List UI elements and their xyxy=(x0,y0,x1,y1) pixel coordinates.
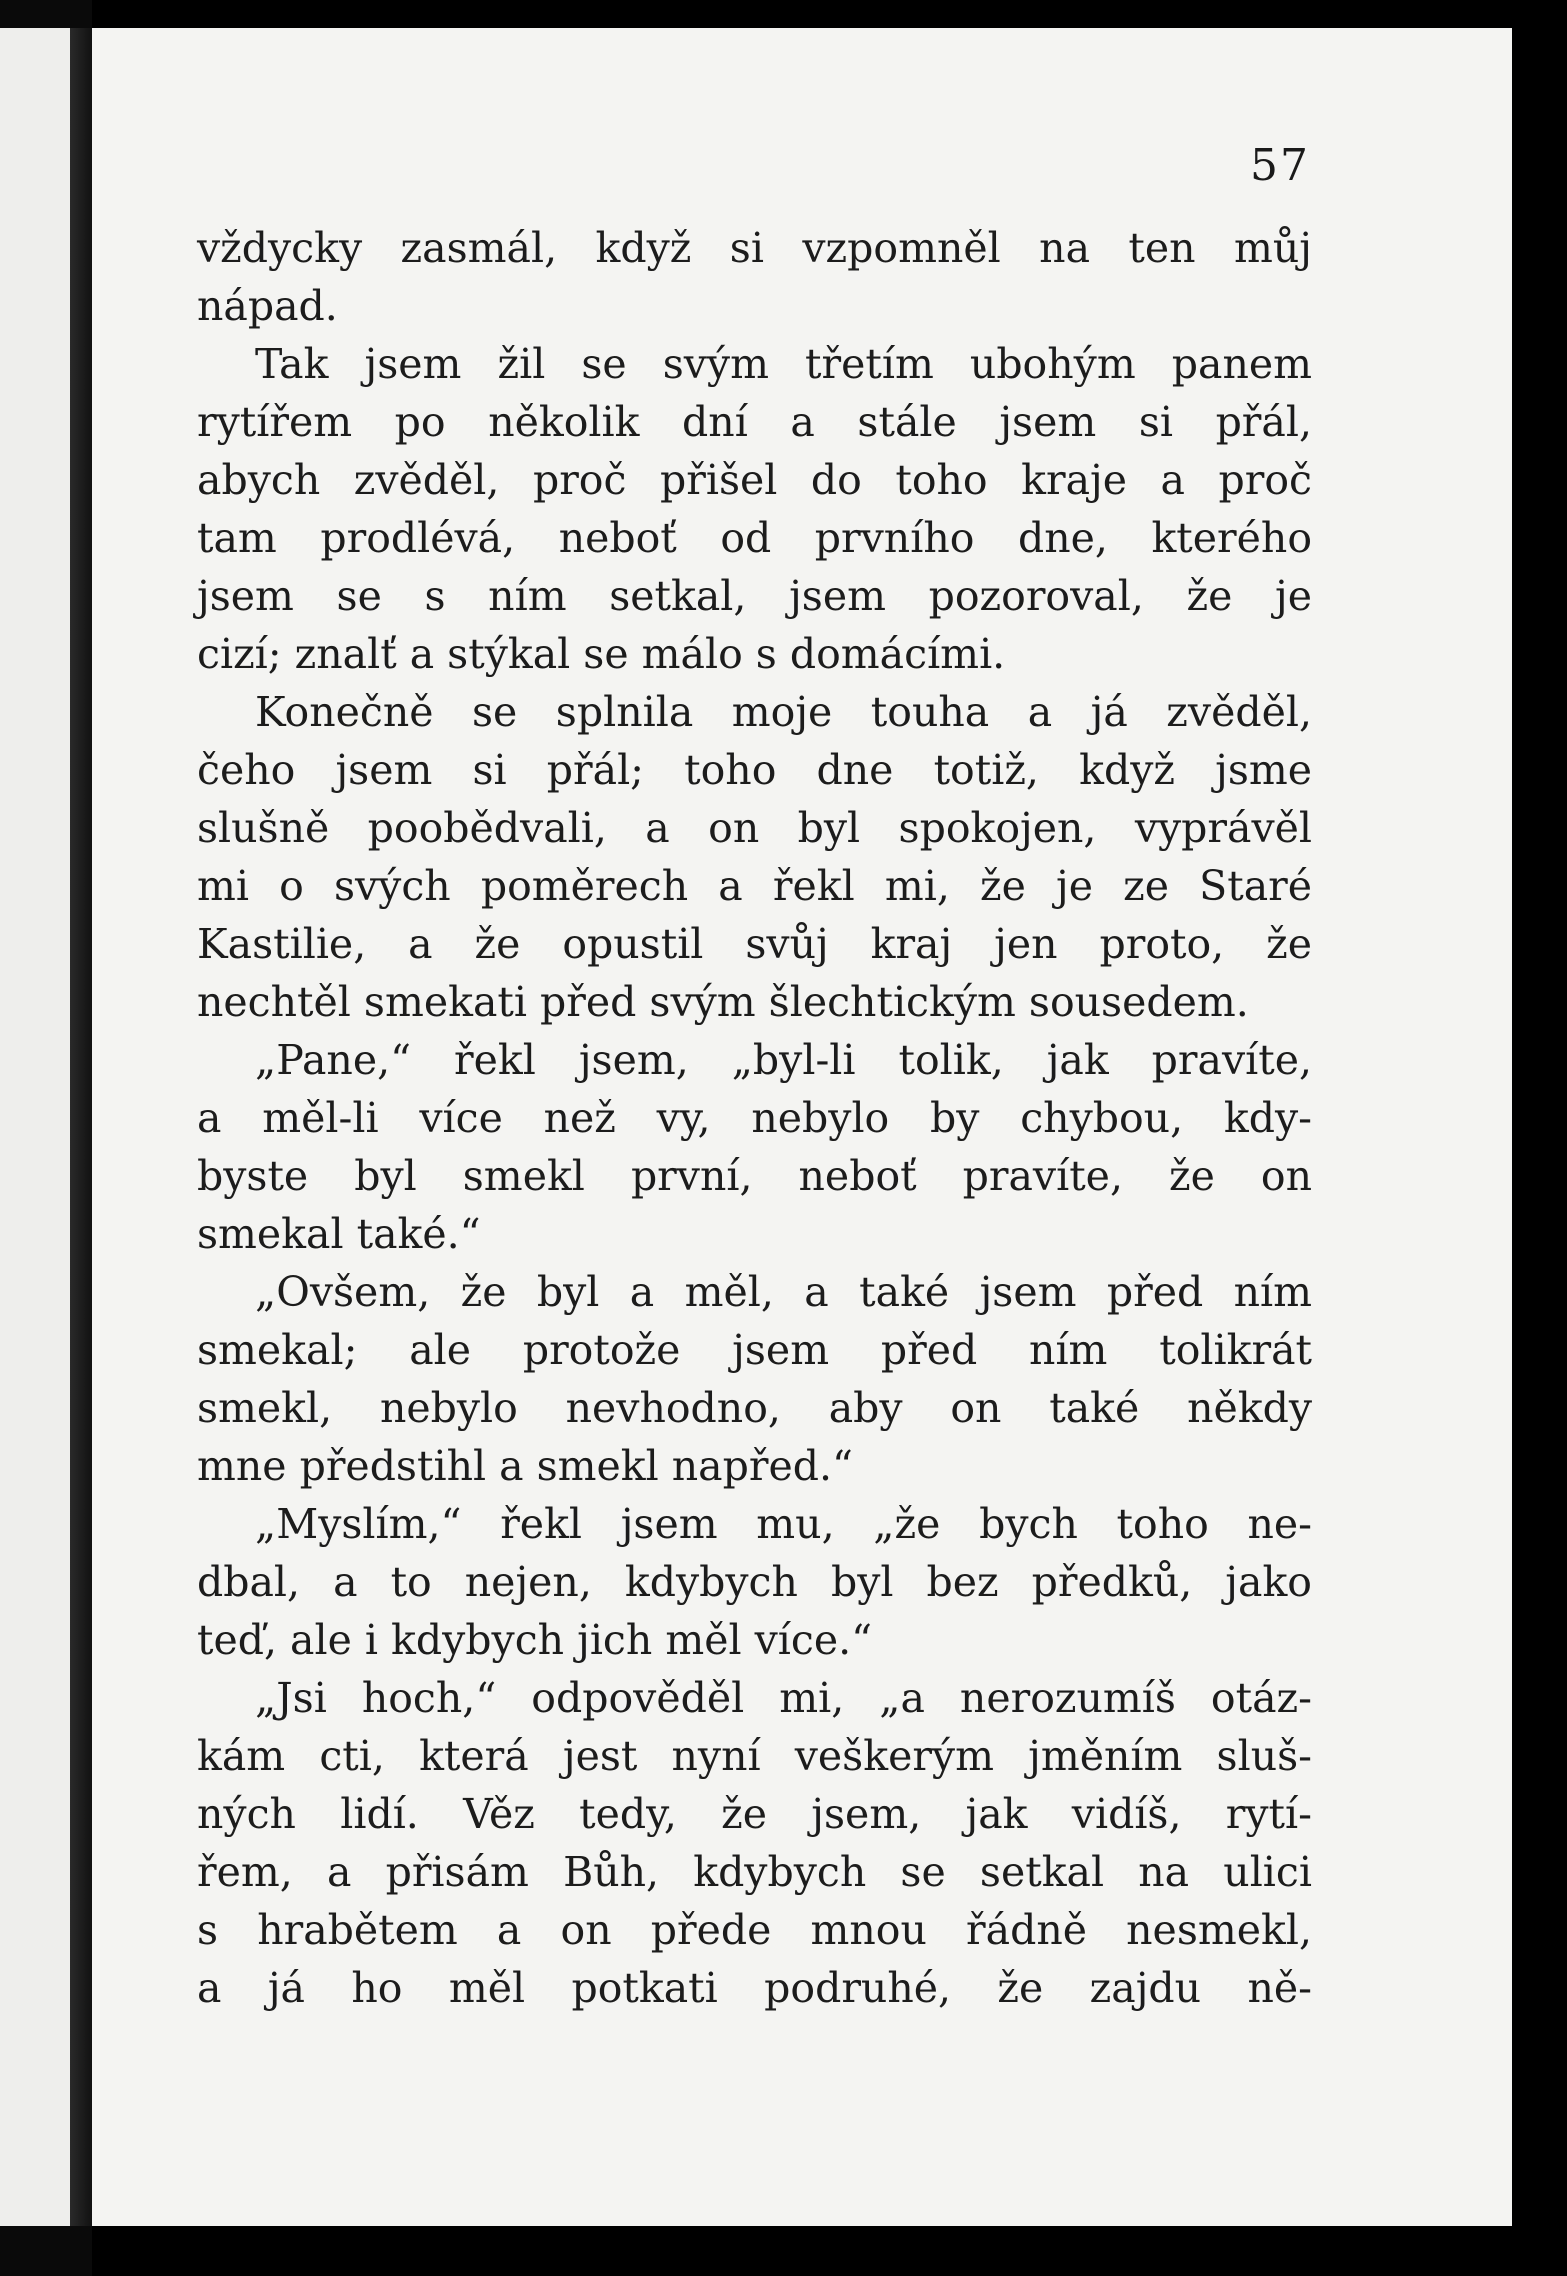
text-line: Tak jsem žil se svým třetím ubohým panem xyxy=(255,340,1312,388)
text-line: abych zvěděl, proč přišel do toho kraje a proč xyxy=(197,456,1312,504)
text-line: řem, a přisám Bůh, kdybych se setkal na ulici xyxy=(197,1848,1312,1896)
text-line: smekal také.“ xyxy=(197,1210,481,1258)
text-line: dbal, a to nejen, kdybych byl bez předků, jako xyxy=(197,1558,1312,1606)
text-line: cizí; znalť a stýkal se málo s domácími. xyxy=(197,630,1006,678)
text-line: Kastilie, a že opustil svůj kraj jen proto, že xyxy=(197,920,1312,968)
body-text xyxy=(197,219,1312,2017)
text-line: a já ho měl potkati podruhé, že zajdu ně- xyxy=(197,1964,1312,2012)
text-line: „Myslím,“ řekl jsem mu, „že bych toho ne- xyxy=(255,1500,1312,1548)
text-line: kám cti, která jest nyní veškerým jměním sluš- xyxy=(197,1732,1312,1780)
text-line: „Pane,“ řekl jsem, „byl-li tolik, jak pravíte, xyxy=(255,1036,1312,1084)
text-line: slušně poobědvali, a on byl spokojen, vyprávěl xyxy=(197,804,1312,852)
facing-page-margin xyxy=(0,28,70,2226)
text-line: byste byl smekl první, neboť pravíte, že on xyxy=(197,1152,1312,1200)
book-gutter xyxy=(70,28,92,2226)
text-line: nechtěl smekati před svým šlechtickým sousedem. xyxy=(197,978,1249,1026)
scan-border-right xyxy=(1512,0,1567,2276)
text-line: a měl-li více než vy, nebylo by chybou, kdy- xyxy=(197,1094,1312,1142)
text-line: nápad. xyxy=(197,282,338,330)
text-line: jsem se s ním setkal, jsem pozoroval, že je xyxy=(197,572,1312,620)
text-line: „Jsi hoch,“ odpověděl mi, „a nerozumíš otáz- xyxy=(255,1674,1312,1722)
text-line: Konečně se splnila moje touha a já zvěděl, xyxy=(255,688,1312,736)
text-line: rytířem po několik dní a stále jsem si přál, xyxy=(197,398,1312,446)
text-line: mi o svých poměrech a řekl mi, že je ze Staré xyxy=(197,862,1312,910)
text-line: čeho jsem si přál; toho dne totiž, když jsme xyxy=(197,746,1312,794)
text-line: smekl, nebylo nevhodno, aby on také někdy xyxy=(197,1384,1312,1432)
text-line: mne předstihl a smekl napřed.“ xyxy=(197,1442,853,1490)
text-line: smekal; ale protože jsem před ním tolikrát xyxy=(197,1326,1312,1374)
text-line: s hrabětem a on přede mnou řádně nesmekl, xyxy=(197,1906,1312,1954)
page-number: 57 xyxy=(1250,140,1310,191)
text-line: teď, ale i kdybych jich měl více.“ xyxy=(197,1616,873,1664)
text-line: ných lidí. Věz tedy, že jsem, jak vidíš, rytí- xyxy=(197,1790,1312,1838)
text-line: „Ovšem, že byl a měl, a také jsem před ním xyxy=(255,1268,1312,1316)
text-line: tam prodlévá, neboť od prvního dne, kterého xyxy=(197,514,1312,562)
text-line: vždycky zasmál, když si vzpomněl na ten můj xyxy=(197,224,1312,272)
